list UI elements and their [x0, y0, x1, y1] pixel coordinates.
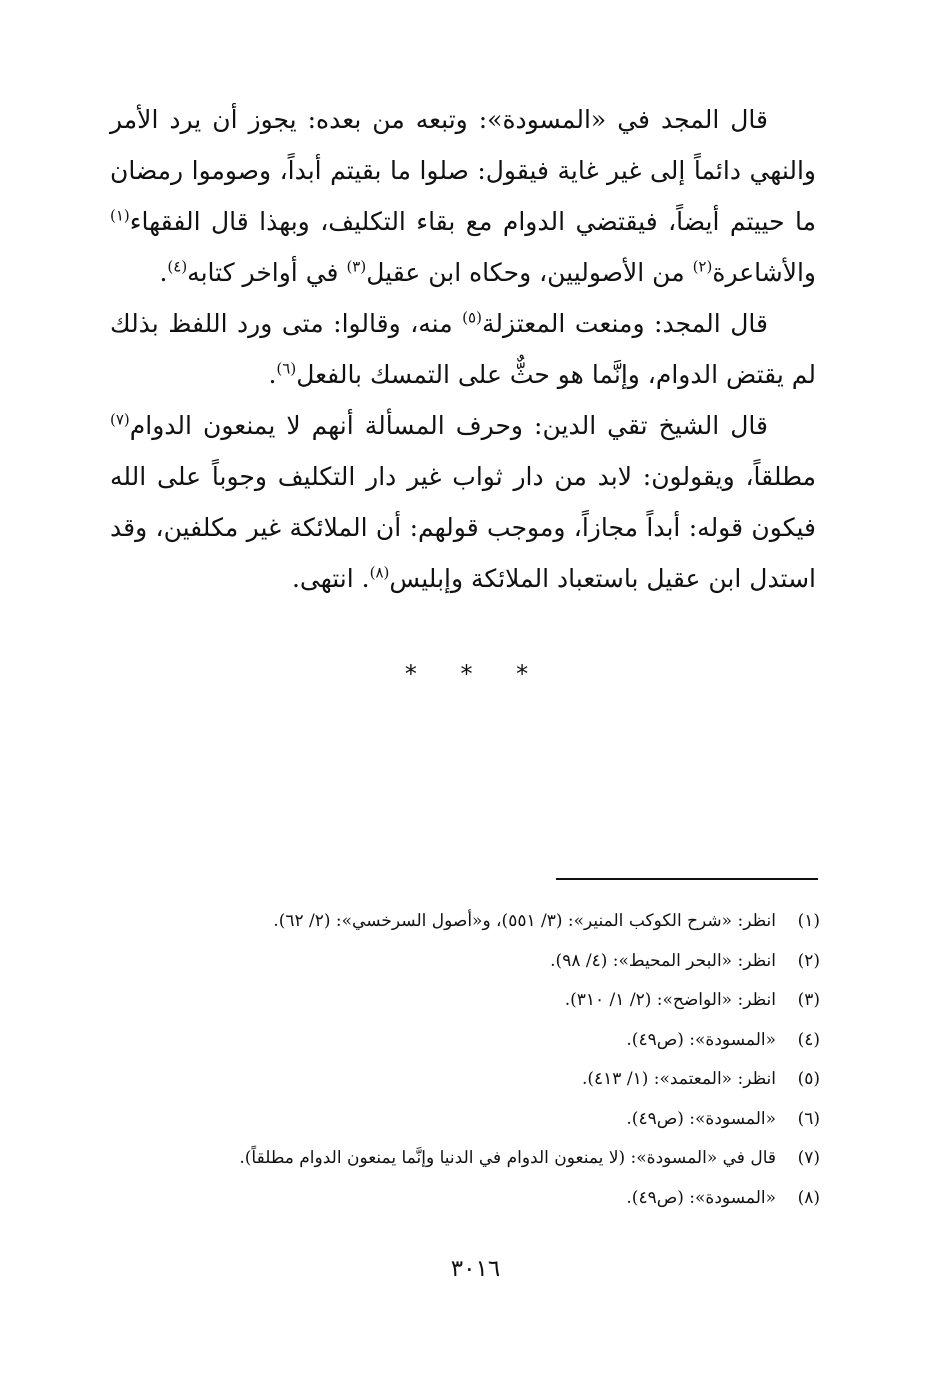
footnote-text: «المسودة»: (ص٤٩).: [626, 1187, 776, 1208]
section-separator: * * *: [404, 660, 547, 688]
footnote-item: [120, 902, 820, 942]
footnote-item: [120, 1179, 820, 1219]
footnote-ref[interactable]: (٧): [110, 410, 130, 429]
footnote-number: (٢): [797, 950, 820, 971]
paragraph: قال المجد: ومنعت المعتزلة$^{(٥)}$ منه، وقالوا: متى ورد اللفظ بذلك لم يقتض الدوام، وإنَّما هو حثٌّ على التمسك بالفعل$^{(٦)}$.: [110, 308, 816, 389]
footnote-item: [120, 1060, 820, 1100]
footnote-ref[interactable]: (٥): [462, 308, 482, 327]
footnote-text: قال في «المسودة»: (لا يمنعون الدوام في الدنيا وإنَّما يمنعون الدوام مطلقاً).: [239, 1148, 776, 1168]
footnote-item: [120, 1139, 820, 1179]
footnote-number: (١): [797, 911, 820, 931]
footnote-text: انظر: «الواضح»: (٢/ ١/ ٣١٠).: [564, 990, 776, 1010]
footnote-item: [120, 1100, 820, 1140]
footnote-text: «المسودة»: (ص٤٩).: [626, 1029, 776, 1050]
footnote-ref[interactable]: (٣): [346, 257, 367, 276]
paragraph: قال المجد في «المسودة»: وتبعه من بعده: يجوز أن يرد الأمر والنهي دائماً إلى غير غاية فيقول: صلوا ما بقيتم أبداً، وصوموا رمضان ما حييتم أيضاً، فيقتضي الدوام مع بقاء التكليف، وبهذا قال الفقهاء$^{(١)}$ والأشاعرة$^{(٢)}$ من الأصوليين، وحكاه ابن عقيل$^{(٣)}$ في أواخر كتابه$^{(٤)}$.: [110, 105, 816, 287]
footnotes: [120, 902, 820, 1218]
footnote-text: انظر: «شرح الكوكب المنير»: (٣/ ٥٥١)، و«أصول السرخسي»: (٢/ ٦٢).: [273, 911, 776, 931]
footnote-number: (٣): [797, 990, 820, 1010]
footnote-number: (٧): [797, 1148, 820, 1168]
footnote-number: (٨): [797, 1187, 820, 1208]
page-number: ٣٠١٦: [450, 1256, 501, 1282]
main-text: [110, 94, 816, 604]
paragraph: قال الشيخ تقي الدين: وحرف المسألة أنهم لا يمنعون الدوام$^{(٧)}$ مطلقاً، ويقولون: لابد من دار ثواب غير دار التكليف وجوباً على الله فيكون قوله: أبداً مجازاً، وموجب قولهم: أن الملائكة غير مكلفين، وقد استدل ابن عقيل باستعباد الملائكة وإبليس$^{(٨)}$. انتهى.: [110, 410, 816, 593]
footnote-item: [120, 1021, 820, 1061]
footnote-text: «المسودة»: (ص٤٩).: [626, 1108, 776, 1129]
footnote-text: انظر: «المعتمد»: (١/ ٤١٣).: [581, 1069, 776, 1089]
footnote-divider: [556, 878, 818, 880]
footnote-ref[interactable]: (١): [110, 206, 130, 225]
footnote-ref[interactable]: (٢): [692, 257, 713, 276]
footnote-ref[interactable]: (٤): [167, 257, 188, 276]
footnote-ref[interactable]: (٦): [276, 359, 297, 378]
footnote-number: (٦): [797, 1108, 820, 1129]
footnote-ref[interactable]: (٨): [369, 563, 390, 582]
footnote-item: [120, 942, 820, 982]
footnote-text: انظر: «البحر المحيط»: (٤/ ٩٨).: [550, 950, 776, 971]
footnote-number: (٤): [797, 1029, 820, 1050]
footnote-number: (٥): [797, 1069, 820, 1089]
footnote-item: [120, 981, 820, 1021]
